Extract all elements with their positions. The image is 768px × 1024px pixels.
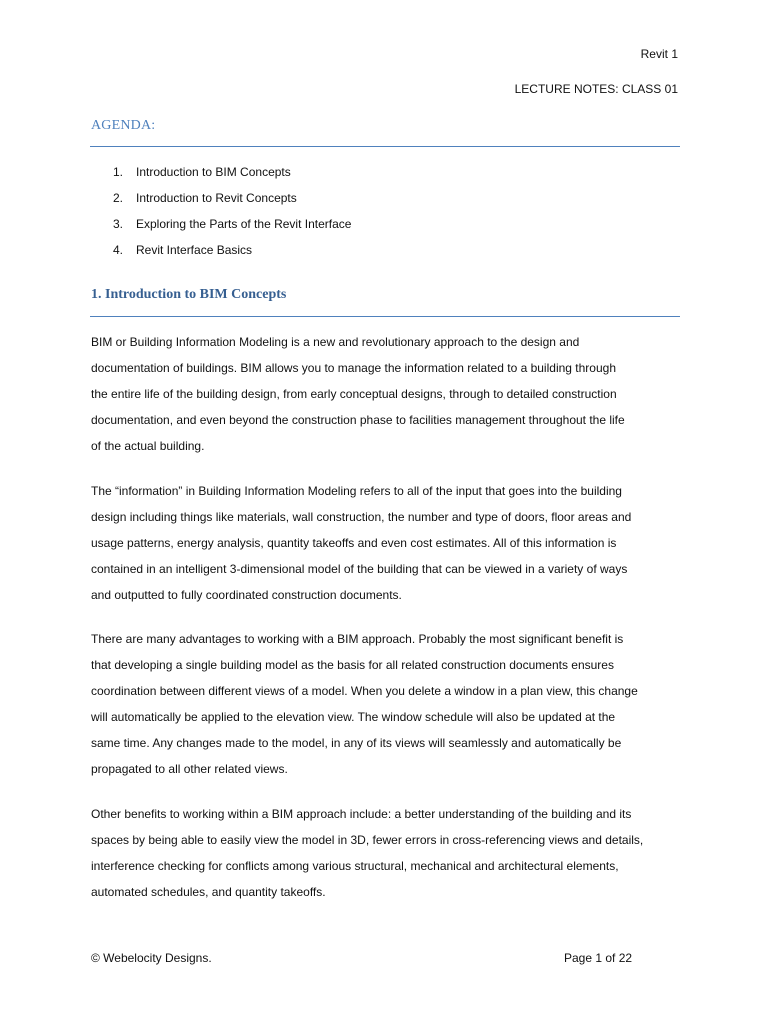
paragraph: [91, 626, 681, 782]
agenda-item-text: Introduction to Revit Concepts: [136, 191, 297, 205]
paragraph-line: propagated to all other related views.: [91, 762, 288, 776]
paragraph-line: same time. Any changes made to the model, in any of its views will seamlessly and automatically be: [91, 736, 622, 750]
agenda-item-text: Revit Interface Basics: [136, 243, 253, 257]
agenda-divider: [90, 146, 680, 147]
agenda-item-text: Exploring the Parts of the Revit Interface: [136, 217, 352, 231]
paragraph-line: usage patterns, energy analysis, quantity takeoffs and even cost estimates. All of this information is: [91, 536, 617, 550]
agenda-heading: AGENDA:: [91, 118, 156, 133]
paragraph: [91, 329, 681, 459]
agenda-item-number: 2.: [113, 191, 124, 205]
agenda-item-number: 3.: [113, 217, 124, 231]
paragraph-line: contained in an intelligent 3-dimensional model of the building that can be viewed in a variety of ways: [91, 562, 628, 576]
paragraph-line: interference checking for conflicts among various structural, mechanical and architectural elements,: [91, 859, 619, 873]
paragraph-line: of the actual building.: [91, 439, 205, 453]
paragraph-line: documentation, and even beyond the construction phase to facilities management throughout the life: [91, 413, 625, 427]
paragraph-line: will automatically be applied to the elevation view. The window schedule will also be updated at the: [91, 710, 616, 724]
paragraph-line: Other benefits to working within a BIM approach include: a better understanding of the building and its: [91, 807, 632, 821]
paragraph-line: design including things like materials, wall construction, the number and type of doors, floor areas and: [91, 510, 632, 524]
paragraph-line: The “information” in Building Information Modeling refers to all of the input that goes into the building: [91, 484, 622, 498]
paragraph-line: documentation of buildings. BIM allows you to manage the information related to a building through: [91, 361, 616, 375]
paragraph-line: the entire life of the building design, from early conceptual designs, through to detailed construction: [91, 387, 617, 401]
footer-copyright: © Webelocity Designs.: [91, 951, 212, 965]
paragraph-line: that developing a single building model as the basis for all related construction documents ensures: [91, 658, 614, 672]
paragraph: [91, 478, 681, 608]
header-title: Revit 1: [640, 47, 678, 61]
paragraph: [91, 801, 681, 905]
paragraph-line: coordination between different views of a model. When you delete a window in a plan view, this change: [91, 684, 638, 698]
section-heading: 1. Introduction to BIM Concepts: [91, 287, 287, 302]
footer-page-number: Page 1 of 22: [564, 951, 633, 965]
header-subtitle: LECTURE NOTES: CLASS 01: [514, 82, 678, 96]
paragraph-line: automated schedules, and quantity takeoffs.: [91, 885, 326, 899]
agenda-item-text: Introduction to BIM Concepts: [136, 165, 291, 179]
paragraph-line: BIM or Building Information Modeling is a new and revolutionary approach to the design and: [91, 335, 580, 349]
paragraph-line: and outputted to fully coordinated construction documents.: [91, 588, 402, 602]
paragraph-line: There are many advantages to working with a BIM approach. Probably the most significant benefit is: [91, 632, 624, 646]
paragraph-line: spaces by being able to easily view the model in 3D, fewer errors in cross-referencing views and details,: [91, 833, 644, 847]
agenda-item-number: 4.: [113, 243, 124, 257]
section-divider: [90, 316, 680, 317]
agenda-item-number: 1.: [113, 165, 124, 179]
